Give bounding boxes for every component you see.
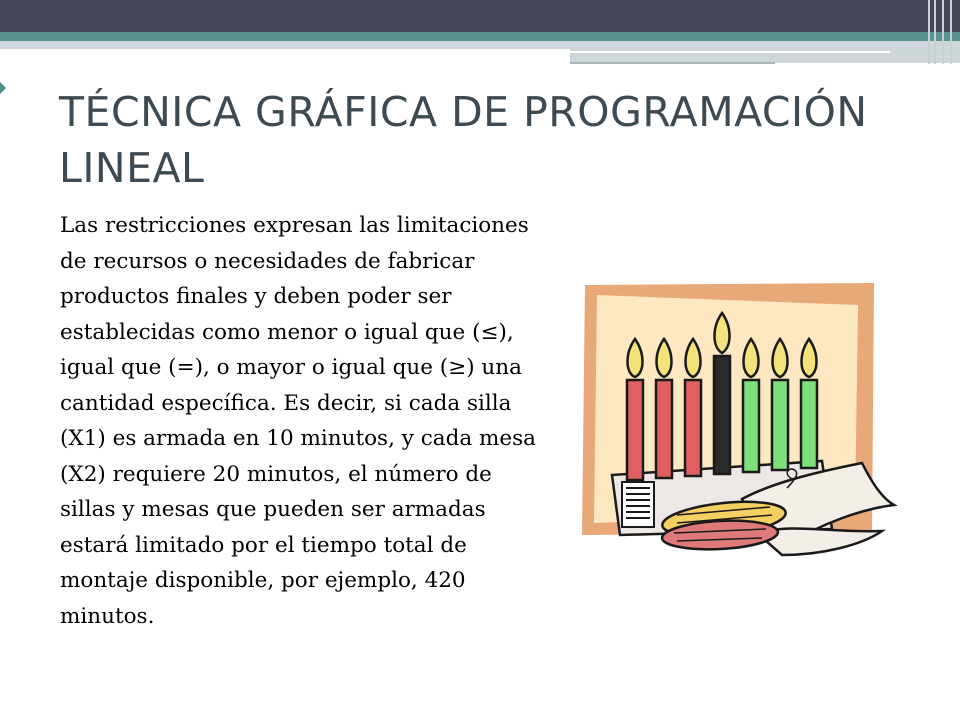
top-bar [0,0,960,32]
kinara-candles-corn-icon [582,283,898,586]
corner-stripes [922,0,960,64]
title-marker-icon [0,82,6,94]
header-band [0,41,960,49]
slide-title: TÉCNICA GRÁFICA DE PROGRAMACIÓN LINEAL [59,88,868,192]
slide-body-text: Las restricciones expresan las limitaciones de recursos o necesidades de fabricar productos finales y deben poder ser establecidas como menor o igual que (≤), igual que (=), o mayor o igual que (≥) una cantidad específica. Es decir, si cada silla (X1) es armada en 10 minutos, y cada mesa (X2) requiere 20 minutos, el número de sillas y mesas que pueden ser armadas estará limitado por el tiempo total de montaje disponible, por ejemplo, 420 minutos. [60,213,536,629]
header-rule-secondary [570,62,775,64]
header-rule [570,51,890,53]
accent-line [0,32,960,41]
